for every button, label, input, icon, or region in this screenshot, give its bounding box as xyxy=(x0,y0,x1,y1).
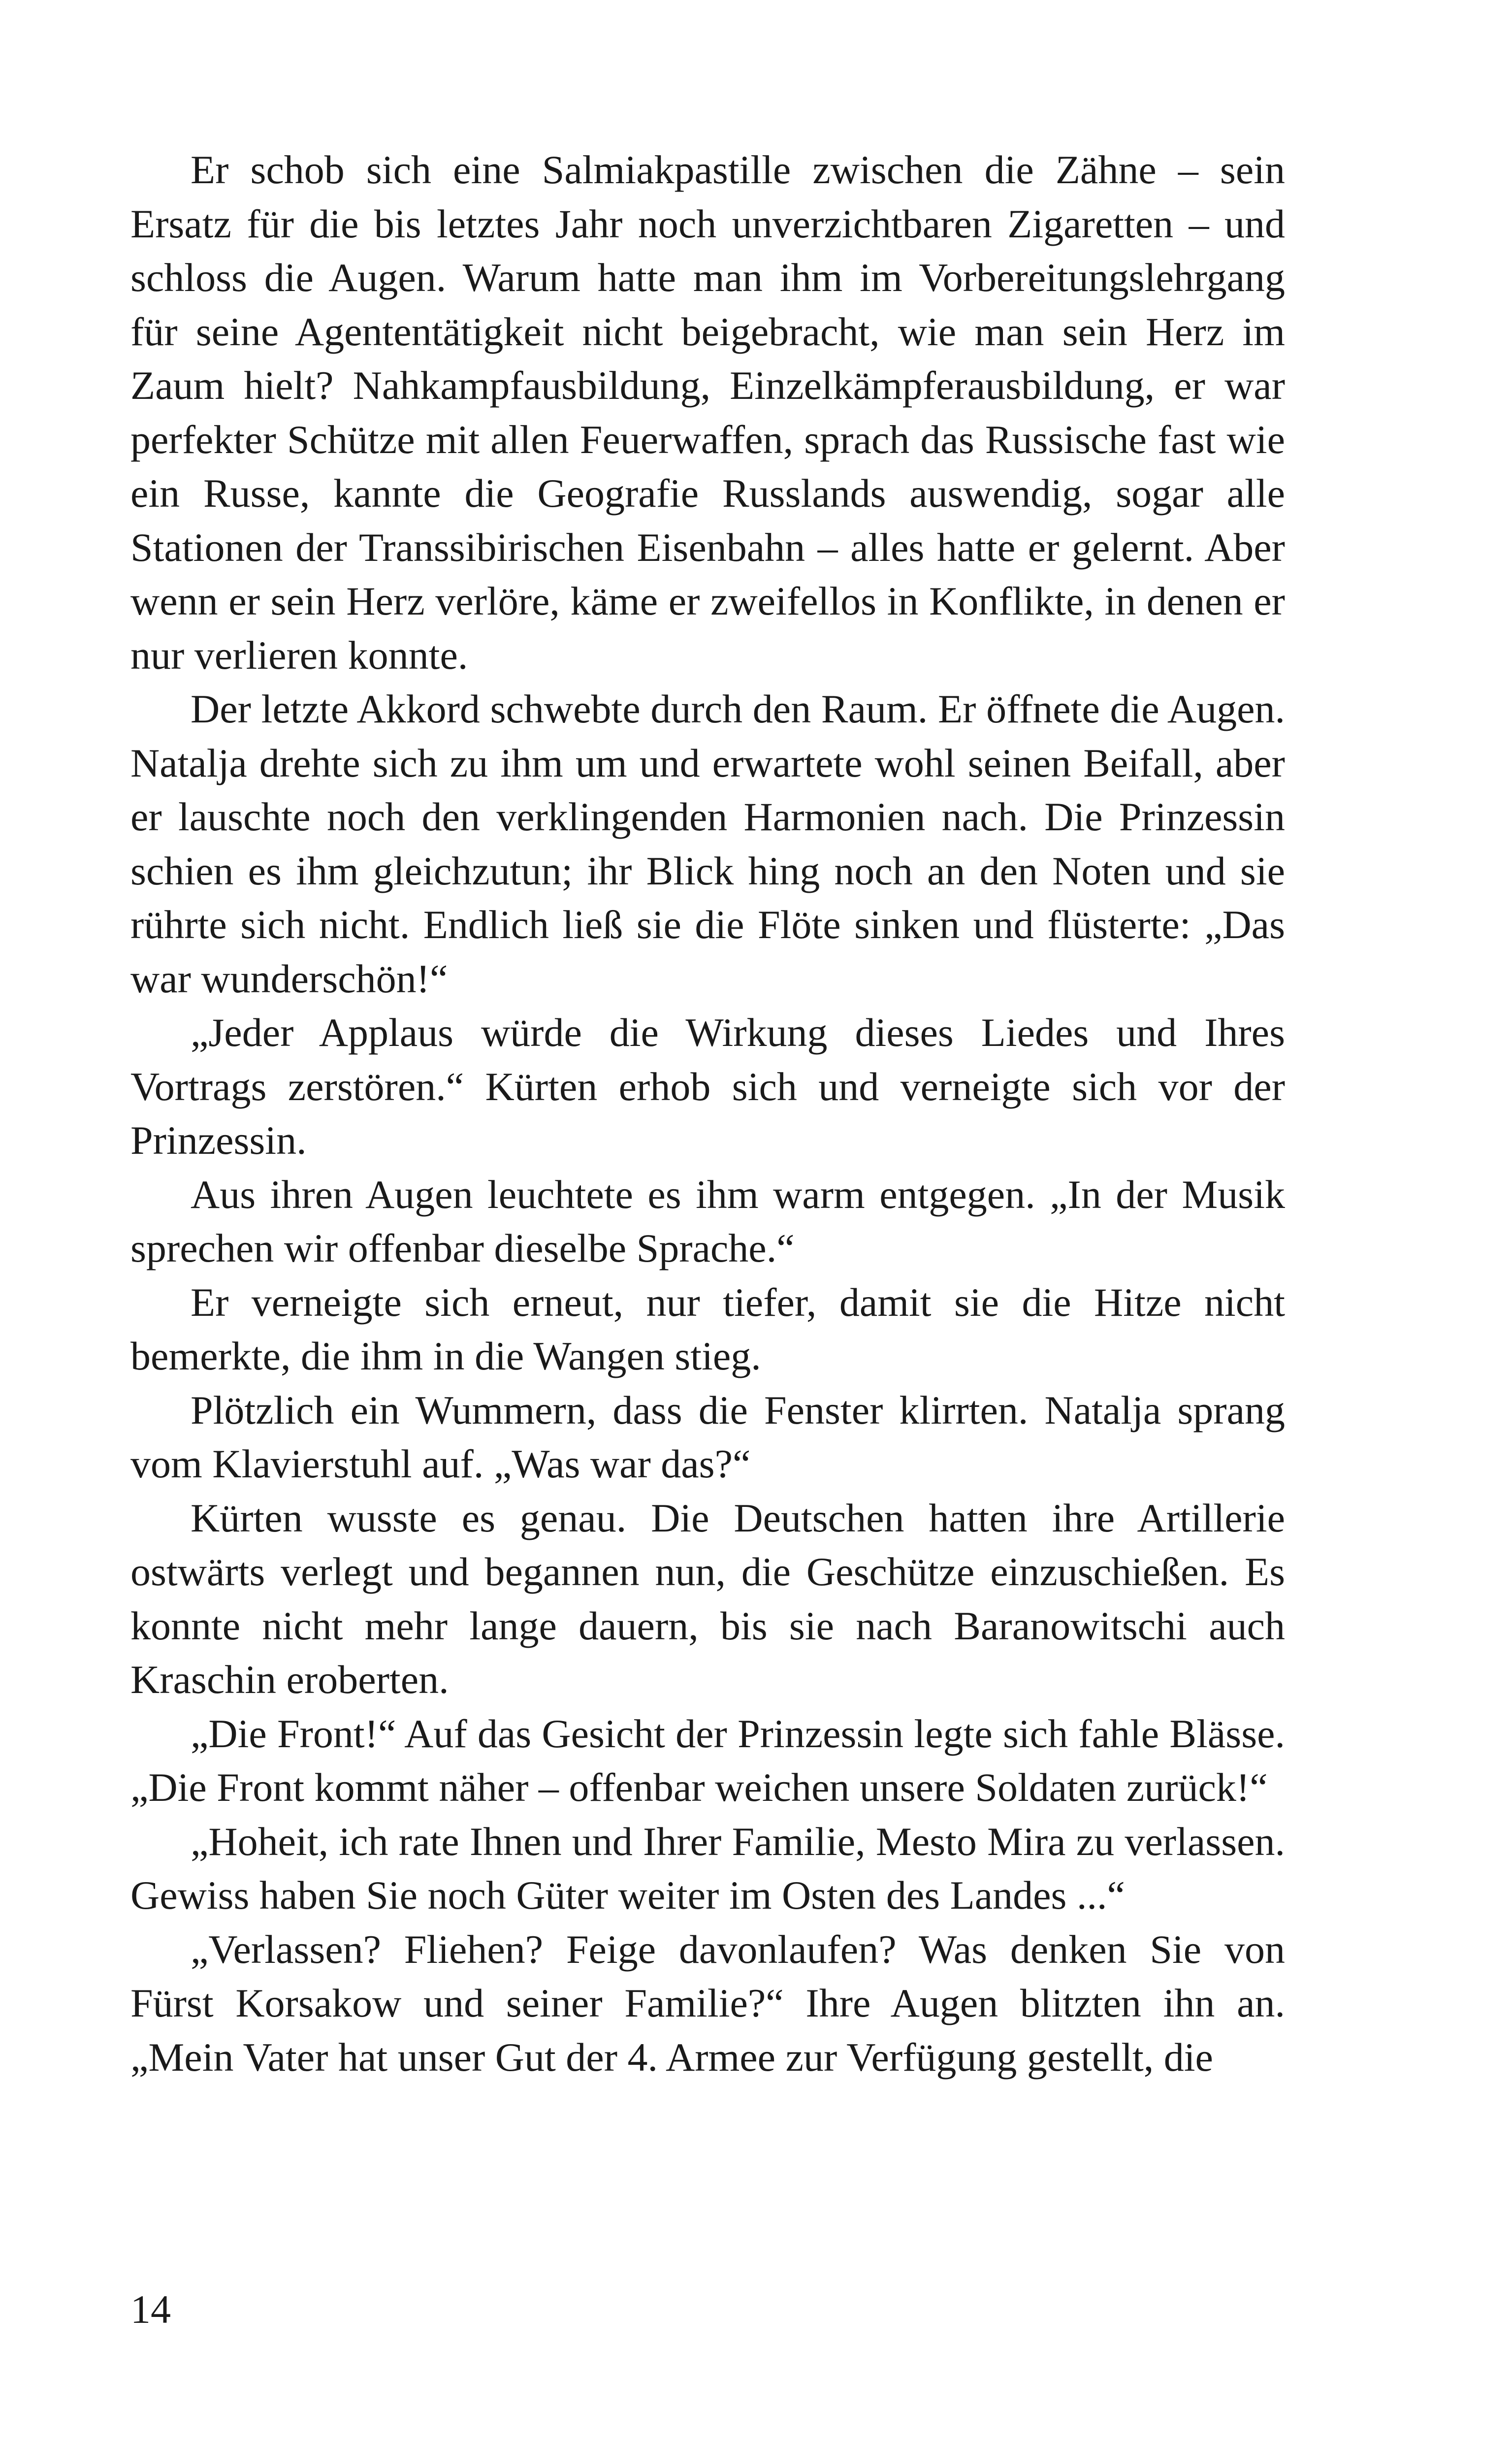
body-text xyxy=(130,143,1285,2084)
paragraph: Aus ihren Augen leuchtete es ihm warm entgegen. „In der Musik sprechen wir offenbar dieselbe Sprache.“ xyxy=(130,1172,1285,1270)
paragraph: „Hoheit, ich rate Ihnen und Ihrer Familie, Mesto Mira zu verlassen. Gewiss haben Sie noch Güter weiter im Osten des Landes ...“ xyxy=(130,1819,1285,1918)
paragraph: Der letzte Akkord schwebte durch den Raum. Er öffnete die Augen. Natalja drehte sich zu ihm um und erwartete wohl seinen Beifall, aber er lauschte noch den verklingenden Harmonien nach. Die Prinzessin schien es ihm gleichzutun; ihr Blick hing noch an den Noten und sie rührte sich nicht. Endlich ließ sie die Flöte sinken und flüsterte: „Das war wunderschön!“ xyxy=(130,686,1285,1001)
paragraph: „Verlassen? Fliehen? Feige davonlaufen? Was denken Sie von Fürst Korsakow und seiner Familie?“ Ihre Augen blitzten ihn an. „Mein Vater hat unser Gut der 4. Armee zur Verfügung gestellt, die xyxy=(130,1926,1285,2080)
paragraph: „Jeder Applaus würde die Wirkung dieses Liedes und Ihres Vortrags zerstören.“ Kürten erhob sich und verneigte sich vor der Prinzessin. xyxy=(130,1010,1285,1163)
page-number: 14 xyxy=(130,2287,171,2332)
paragraph: Er schob sich eine Salmiakpastille zwischen die Zähne – sein Ersatz für die bis letztes Jahr noch unverzichtbaren Zigaretten – und schloss die Augen. Warum hatte man ihm im Vorbereitungslehrgang für seine Agententätigkeit nicht beigebracht, wie man sein Herz im Zaum hielt? Nahkampfausbildung, Einzelkämpferausbildung, er war perfekter Schütze mit allen Feuerwaffen, sprach das Russische fast wie ein Russe, kannte die Geografie Russlands auswendig, sogar alle Stationen der Transsibirischen Eisenbahn – alles hatte er gelernt. Aber wenn er sein Herz verlöre, käme er zweifellos in Konflikte, in denen er nur verlieren konnte. xyxy=(130,147,1285,678)
paragraph: Plötzlich ein Wummern, dass die Fenster klirrten. Natalja sprang vom Klavierstuhl auf. „Was war das?“ xyxy=(130,1387,1285,1486)
paragraph: „Die Front!“ Auf das Gesicht der Prinzessin legte sich fahle Blässe. „Die Front kommt näher – offenbar weichen unsere Soldaten zurück!“ xyxy=(130,1711,1285,1810)
paragraph: Kürten wusste es genau. Die Deutschen hatten ihre Artillerie ostwärts verlegt und begannen nun, die Geschütze einzuschießen. Es konnte nicht mehr lange dauern, bis sie nach Baranowitschi auch Kraschin eroberten. xyxy=(130,1495,1285,1702)
paragraph: Er verneigte sich erneut, nur tiefer, damit sie die Hitze nicht bemerkte, die ihm in die Wangen stieg. xyxy=(130,1279,1285,1378)
